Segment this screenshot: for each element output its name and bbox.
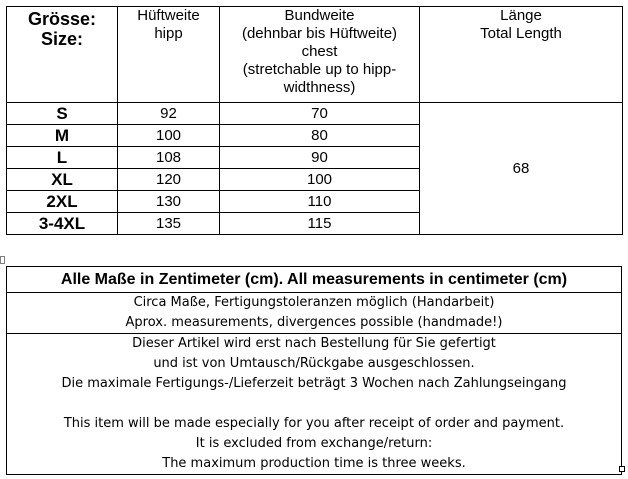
approx-line: Circa Maße, Fertigungstoleranzen möglich (Handarbeit) (133, 295, 495, 310)
size-table (6, 6, 623, 235)
notice-line: Die maximale Fertigungs-/Lieferzeit beträgt 3 Wochen nach Zahlungseingang (61, 376, 567, 391)
table-move-handle[interactable] (0, 256, 5, 264)
header-hip-line: Hüftweite (137, 7, 200, 24)
hip-cell: 130 (118, 191, 220, 213)
header-size-line: Size: (40, 29, 83, 49)
notice-cell (7, 334, 622, 475)
approx-line: Aprox. measurements, divergences possible (handmade!) (125, 315, 503, 330)
approx-cell (7, 293, 622, 334)
blank-line (7, 394, 621, 414)
hip-cell: 108 (118, 147, 220, 169)
notice-line: It is excluded from exchange/return: (195, 436, 433, 451)
header-waist-line: (stretchable up to hipp- (242, 61, 397, 78)
table-resize-handle[interactable] (619, 466, 625, 472)
hip-cell: 120 (118, 169, 220, 191)
header-length-line: Länge (500, 7, 542, 24)
notice-line: The maximum production time is three weeks. (162, 456, 466, 471)
header-hip (118, 7, 220, 103)
size-cell: 2XL (7, 191, 118, 213)
table-row (7, 103, 623, 125)
header-waist-line: Bundweite (284, 7, 355, 24)
info-notice-row (7, 334, 622, 475)
waist-cell: 80 (220, 125, 420, 147)
info-title-row (7, 267, 622, 293)
size-cell: 3-4XL (7, 213, 118, 235)
hip-cell: 92 (118, 103, 220, 125)
waist-cell: 90 (220, 147, 420, 169)
notice-line: und ist von Umtausch/Rückgabe ausgeschlossen. (153, 356, 475, 371)
header-waist-line: chest (301, 43, 338, 60)
notice-line: This item will be made especially for you after receipt of order and payment. (63, 416, 565, 431)
length-cell: 68 (420, 103, 623, 235)
header-length (420, 7, 623, 103)
waist-cell: 115 (220, 213, 420, 235)
header-waist-line: (dehnbar bis Hüftweite) (241, 25, 398, 42)
hip-cell: 100 (118, 125, 220, 147)
info-approx-row (7, 293, 622, 334)
size-table-header-row (7, 7, 623, 103)
info-title: Alle Maße in Zentimeter (cm). All measurements in centimeter (cm) (7, 267, 622, 293)
waist-cell: 110 (220, 191, 420, 213)
waist-cell: 100 (220, 169, 420, 191)
header-waist (220, 7, 420, 103)
waist-cell: 70 (220, 103, 420, 125)
header-waist-line: widthness) (283, 79, 356, 96)
header-hip-line: hipp (154, 25, 183, 42)
size-cell: L (7, 147, 118, 169)
info-table (6, 266, 622, 475)
size-cell: M (7, 125, 118, 147)
header-size-line: Grösse: (27, 9, 97, 29)
size-cell: S (7, 103, 118, 125)
notice-line: Dieser Artikel wird erst nach Bestellung für Sie gefertigt (132, 336, 496, 351)
header-size (7, 7, 118, 103)
size-cell: XL (7, 169, 118, 191)
header-length-line: Total Length (480, 25, 562, 42)
hip-cell: 135 (118, 213, 220, 235)
